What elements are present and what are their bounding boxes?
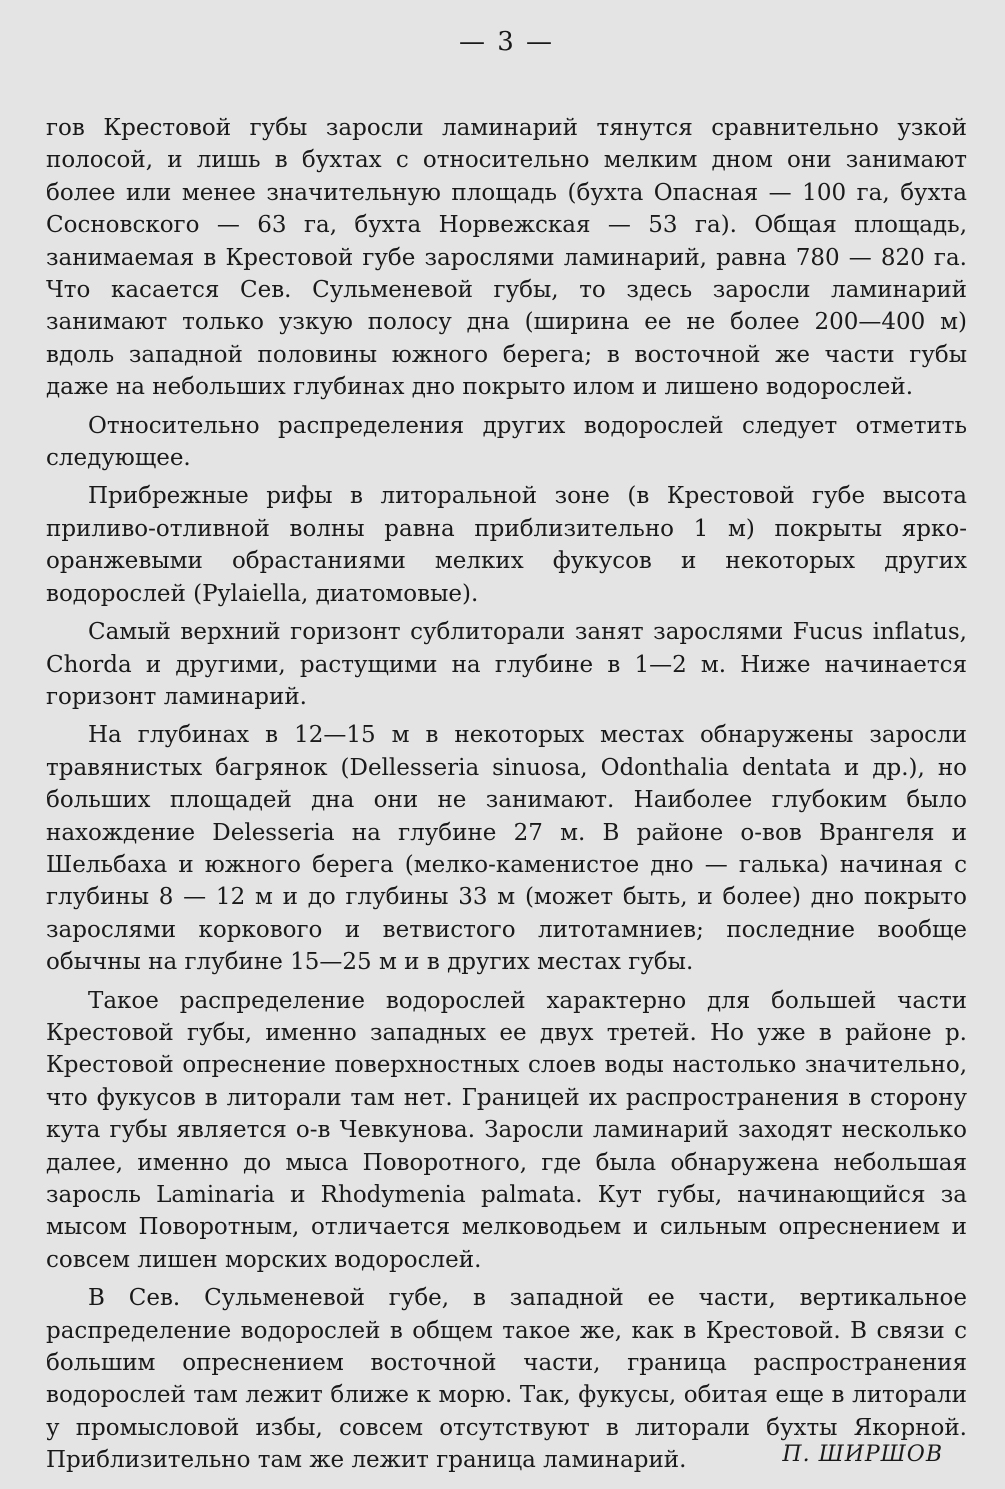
author-signature: П. ШИРШОВ: [782, 1442, 943, 1467]
paragraph-6: Такое распределение водорослей характерно для большей части Крестовой губы, именно западных ее двух третей. Но уже в районе р. Крестовой опреснение поверхностных слоев воды настолько значительно, что фукусов в литорали там нет. Границей их распространения в сторону кута губы является о-в Чевкунова. Заросли ламинарий заходят несколько далее, именно до мыса Поворотного, где была обнаружена небольшая заросль Laminaria и Rhodymenia palmata. Кут губы, начинающийся за мысом Поворотным, отличается мелководьем и сильным опреснением и совсем лишен морских водорослей.: [46, 987, 967, 1273]
article-body: [46, 112, 967, 1477]
paragraph-2: Относительно распределения других водорослей следует отметить следующее.: [46, 412, 967, 472]
paragraph-1: гов Крестовой губы заросли ламинарий тянутся сравнительно узкой полосой, и лишь в бухтах с относительно мелким дном они занимают более или менее значительную площадь (бухта Опасная — 100 га, бухта Сосновского — 63 га, бухта Норвежская — 53 га). Общая площадь, занимаемая в Крестовой губе зарослями ламинарий, равна 780 — 820 га. Что касается Сев. Сульменевой губы, то здесь заросли ламинарий занимают только узкую полосу дна (ширина ее не более 200—400 м) вдоль западной половины южного берега; в восточной же части губы даже на небольших глубинах дно покрыто илом и лишено водорослей.: [46, 115, 967, 401]
paragraph-7: В Сев. Сульменевой губе, в западной ее части, вертикальное распределение водорослей в общем такое же, как в Крестовой. В связи с большим опреснением восточной части, граница распространения водорослей там лежит ближе к морю. Так, фукусы, обитая еще в литорали у промысловой избы, совсем отсутствуют в литорали бухты Якорной. Приблизительно там же лежит граница ламинарий.: [46, 1285, 967, 1474]
paragraph-4: Самый верхний горизонт сублиторали занят зарослями Fucus inflatus, Chorda и другими, растущими на глубине в 1—2 м. Ниже начинается горизонт ламинарий.: [46, 619, 967, 710]
page-number: — 3 —: [458, 27, 555, 57]
paragraph-5: На глубинах в 12—15 м в некоторых местах обнаружены заросли травянистых багрянок (Dellesseria sinuosa, Odonthalia dentata и др.), но больших площадей дна они не занимают. Наиболее глубоким было нахождение Delesseria на глубине 27 м. В районе о-вов Врангеля и Шельбаха и южного берега (мелко-каменистое дно — галька) начиная с глубины 8 — 12 м и до глубины 33 м (может быть, и более) дно покрыто зарослями коркового и ветвистого литотамниев; последние вообще обычны на глубине 15—25 м и в других местах губы.: [46, 722, 967, 976]
paragraph-3: Прибрежные рифы в литоральной зоне (в Крестовой губе высота приливо-отливной волны равна приблизительно 1 м) покрыты ярко-оранжевыми обрастаниями мелких фукусов и некоторых других водорослей (Pylaiella, диатомовые).: [46, 483, 967, 607]
